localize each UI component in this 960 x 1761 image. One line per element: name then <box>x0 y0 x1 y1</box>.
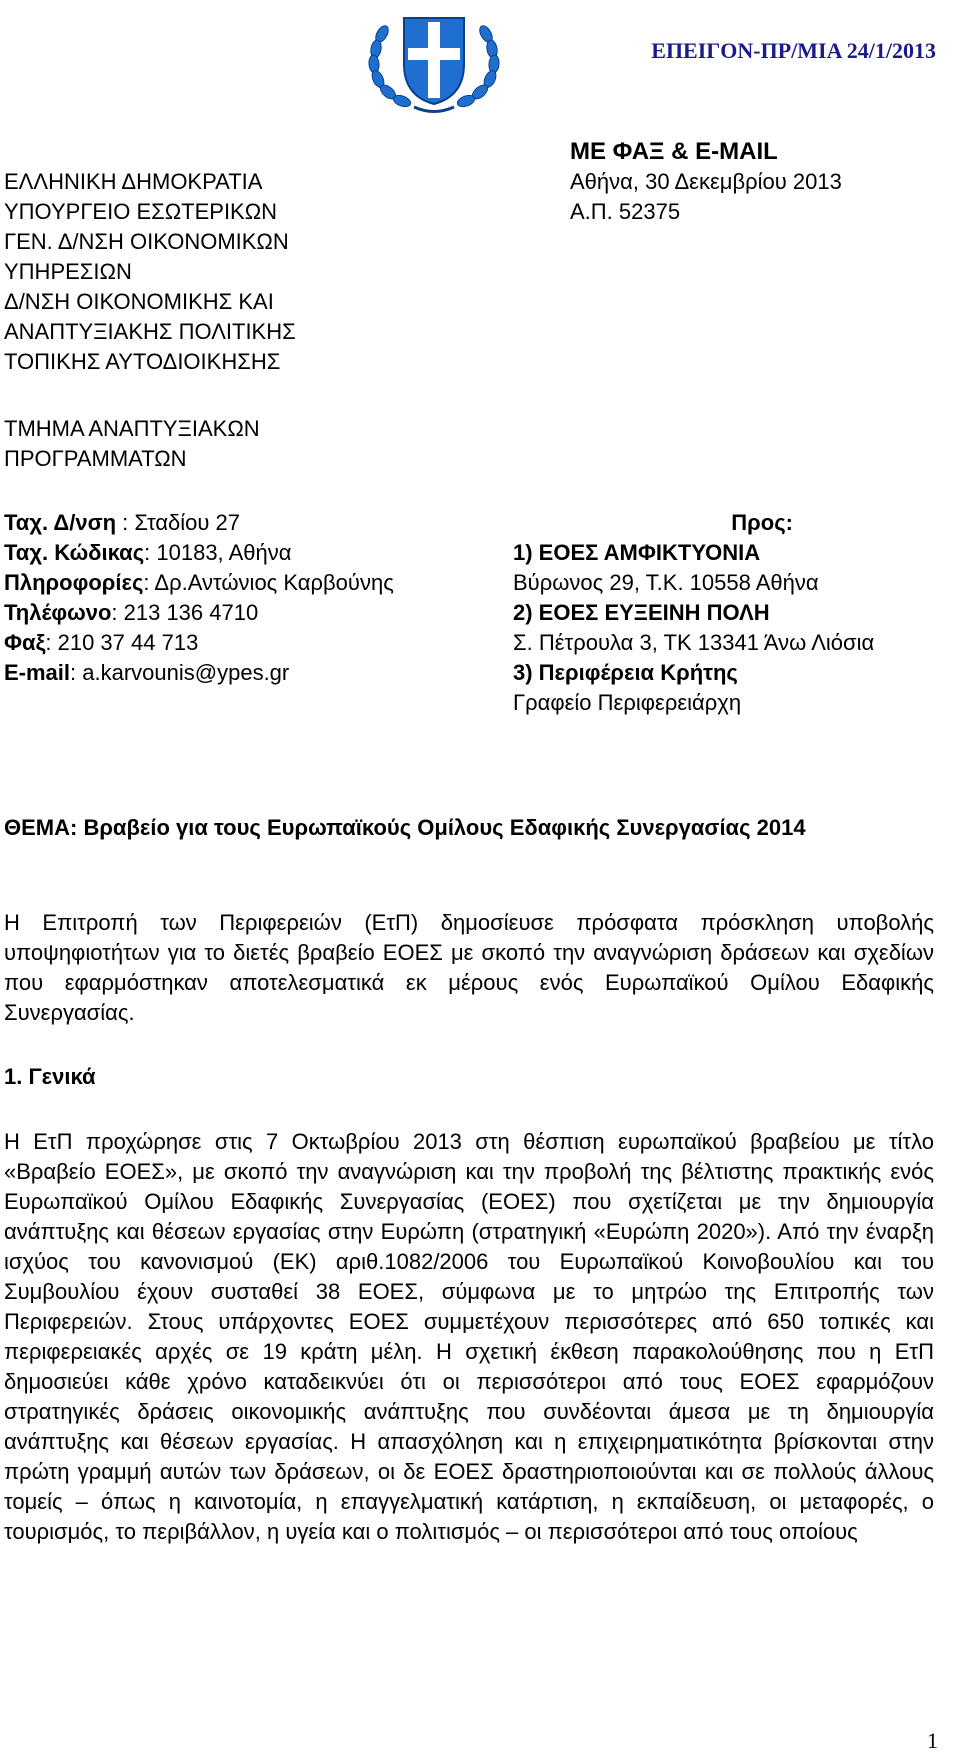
intro-paragraph: Η Επιτροπή των Περιφερειών (ΕτΠ) δημοσίευσε πρόσφατα πρόσκληση υποβολής υποψηφιοτήτων για το διετές βραβείο ΕΟΕΣ με σκοπό την αναγνώριση δράσεων και σχεδίων που εφαρμόστηκαν αποτελεσματικά εκ μέρους ενός Ευρωπαϊκού Ομίλου Εδαφικής Συνεργασίας. <box>4 910 934 1025</box>
letter-meta <box>570 137 842 227</box>
sender-line: ΓΕΝ. Δ/ΝΣΗ ΟΙΚΟΝΟΜΙΚΩΝ <box>4 229 289 254</box>
page-number: 1 <box>927 1728 938 1753</box>
phone-value: : 213 136 4710 <box>111 600 259 625</box>
sender-line: ΤΟΠΙΚΗΣ ΑΥΤΟΔΙΟΙΚΗΣΗΣ <box>4 349 281 374</box>
info-row <box>4 568 394 598</box>
greek-coat-of-arms-emblem <box>352 4 516 116</box>
address-value: : Σταδίου 27 <box>116 510 241 535</box>
sender-line: ΥΠΗΡΕΣΙΩΝ <box>4 259 132 284</box>
delivery-method: ΜΕ ΦΑΞ & E-MAIL <box>570 138 778 165</box>
email-label: E-mail <box>4 660 71 685</box>
reference-code: ΕΠΕΙΓΟΝ-ΠΡ/ΜΙΑ 24/1/2013 <box>651 38 936 63</box>
recipient-address: Σ. Πέτρουλα 3, ΤΚ 13341 Άνω Λιόσια <box>513 630 875 655</box>
fax-label: Φαξ <box>4 630 46 655</box>
contact-block <box>4 508 394 688</box>
postcode-label: Ταχ. Κώδικας <box>4 540 145 565</box>
recipient-name: 2) ΕΟΕΣ ΕΥΞΕΙΝΗ ΠΟΛΗ <box>513 600 770 625</box>
recipients-block <box>513 508 874 718</box>
department-line: ΤΜΗΜΑ ΑΝΑΠΤΥΞΙΑΚΩΝ <box>4 416 260 441</box>
sender-line: ΕΛΛΗΝΙΚΗ ΔΗΜΟΚΡΑΤΙΑ <box>4 169 263 194</box>
address-label: Ταχ. Δ/νση <box>4 510 117 535</box>
subject-line: ΘΕΜΑ: Βραβείο για τους Ευρωπαϊκούς Ομίλους Εδαφικής Συνεργασίας 2014 <box>4 815 806 840</box>
info-label: Πληροφορίες <box>4 570 144 595</box>
email-value: : a.karvounis@ypes.gr <box>70 660 290 685</box>
email-row <box>4 658 394 688</box>
department-line: ΠΡΟΓΡΑΜΜΑΤΩΝ <box>4 446 187 471</box>
recipient-name: 1) ΕΟΕΣ ΑΜΦΙΚΤΥΟΝΙΑ <box>513 540 761 565</box>
sender-line: ΑΝΑΠΤΥΞΙΑΚΗΣ ΠΟΛΙΤΙΚΗΣ <box>4 319 296 344</box>
recipient-name: 3) Περιφέρεια Κρήτης <box>513 660 738 685</box>
sender-line: ΥΠΟΥΡΓΕΙΟ ΕΣΩΤΕΡΙΚΩΝ <box>4 199 278 224</box>
postcode-value: : 10183, Αθήνα <box>144 540 292 565</box>
recipient-address: Βύρωνος 29, Τ.Κ. 10558 Αθήνα <box>513 570 819 595</box>
general-paragraph: Η ΕτΠ προχώρησε στις 7 Οκτωβρίου 2013 στη θέσπιση ευρωπαϊκού βραβείου με τίτλο «Βραβείο ΕΟΕΣ», με σκοπό την αναγνώριση και την προβολή της βέλτιστης πρακτικής ενός Ευρωπαϊκού Ομίλου Εδαφικής Συνεργασίας (ΕΟΕΣ) που σχετίζεται με την δημιουργία ανάπτυξης και θέσεων εργασίας στην Ευρώπη (στρατηγική «Ευρώπη 2020»). Από την έναρξη ισχύος του κανονισμού (ΕΚ) αριθ.1082/2006 του Ευρωπαϊκού Κοινοβουλίου και του Συμβουλίου έχουν συσταθεί 38 ΕΟΕΣ, σύμφωνα με το μητρώο της Επιτροπής των Περιφερειών. Στους υπάρχοντες ΕΟΕΣ συμμετέχουν περισσότερες από 650 τοπικές και περιφερειακές αρχές σε 19 κράτη μέλη. Η σχετική έκθεση παρακολούθησης που η ΕτΠ δημοσιεύει κάθε χρόνο καταδεικνύει ότι οι περισσότεροι από τους ΕΟΕΣ εφαρμόζουν στρατηγικές δράσεις οικονομικής ανάπτυξης που συνδέονται άμεσα με τη δημιουργία ανάπτυξης και θέσεων εργασίας. Η απασχόληση και η επιχειρηματικότητα βρίσκονται στην πρώτη γραμμή αυτών των δράσεων, οι δε ΕΟΕΣ δραστηριοποιούνται και σε πολλούς άλλους τομείς – όπως η καινοτομία, η επαγγελματική κατάρτιση, η εκπαίδευση, οι μεταφορές, ο τουρισμός, το περιβάλλον, η υγεία και ο πολιτισμός – οι περισσότεροι από τους οποίους <box>4 1129 934 1544</box>
info-value: : Δρ.Αντώνιος Καρβούνης <box>143 570 394 595</box>
department-block <box>4 414 260 474</box>
address-row <box>4 508 394 538</box>
fax-value: : 210 37 44 713 <box>45 630 199 655</box>
postcode-row <box>4 538 394 568</box>
sender-line: Δ/ΝΣΗ ΟΙΚΟΝΟΜΙΚΗΣ ΚΑΙ <box>4 289 274 314</box>
recipient-address: Γραφείο Περιφερειάρχη <box>513 690 742 715</box>
section-heading: 1. Γενικά <box>4 1064 96 1089</box>
protocol-number: Α.Π. 52375 <box>570 199 681 224</box>
phone-row <box>4 598 394 628</box>
fax-row <box>4 628 394 658</box>
sender-block <box>4 167 296 377</box>
phone-label: Τηλέφωνο <box>4 600 112 625</box>
letter-date: Αθήνα, 30 Δεκεμβρίου 2013 <box>570 169 842 194</box>
recipients-title: Προς: <box>731 510 793 535</box>
